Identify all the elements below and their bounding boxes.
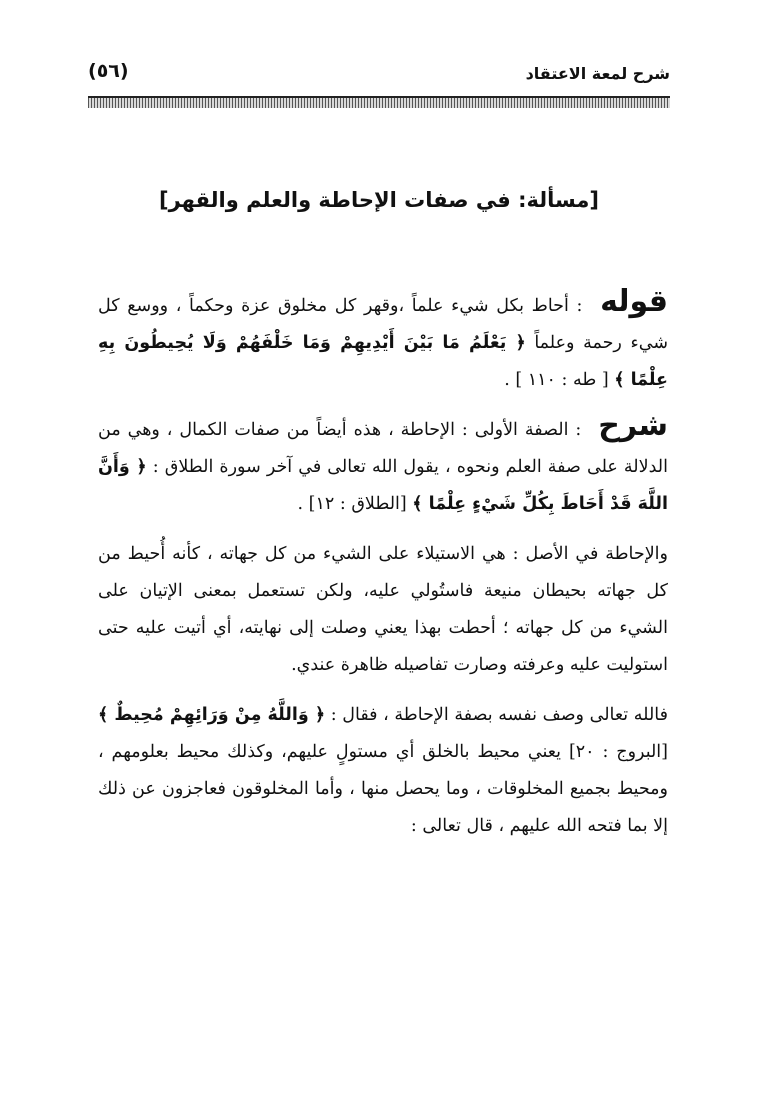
- paragraph-text: [البروج : ٢٠] يعني محيط بالخلق أي مستولٍ عليهم، وكذلك محيط بعلومهم ، ومحيط بجميع المخلوقات ، وما يحصل منها ، وأما المخلوقون فعاجزون عن ذلك إلا بما فتحه الله عليهم ، قال تعالى :: [98, 742, 669, 836]
- quran-verse: ﴿ وَأَنَّ اللَّهَ قَدْ أَحَاطَ بِكُلِّ شَيْءٍ عِلْمًا ﴾: [98, 457, 668, 514]
- quran-verse: ﴿ وَاللَّهُ مِنْ وَرَائِهِمْ مُحِيطٌ ﴾: [98, 705, 326, 725]
- paragraph-qawluhu: [98, 284, 668, 399]
- paragraph-text: : الصفة الأولى : الإحاطة ، هذه أيضاً من صفات الكمال ، وهي من الدلالة على صفة العلم ونحوه ، يقول الله تعالى في آخر سورة الطلاق :: [98, 420, 668, 477]
- running-title: شرح لمعة الاعتقاد: [525, 64, 670, 83]
- header-rule: [88, 96, 670, 108]
- lead-word-sharh: شرح: [598, 408, 668, 443]
- body-text: [98, 284, 669, 858]
- quran-verse: ﴿ يَعْلَمُ مَا بَيْنَ أَيْدِيهِمْ وَمَا خَلْفَهُمْ وَلَا يُحِيطُونَ بِهِ عِلْمًا ﴾: [98, 333, 668, 390]
- paragraph-text: : أحاط بكل شيء علماً ،وقهر كل مخلوق عزة وحكماً ، ووسع كل شيء رحمة وعلماً: [98, 296, 668, 353]
- lead-word-qawluhu: قوله: [600, 284, 668, 319]
- paragraph-allah: [98, 697, 668, 845]
- paragraph-text: فالله تعالى وصف نفسه بصفة الإحاطة ، فقال :: [325, 705, 668, 725]
- paragraph-sharh: [98, 408, 668, 523]
- page-header: [88, 58, 670, 92]
- verse-reference: [ طه : ١١٠ ] .: [504, 370, 609, 390]
- page-number: (٥٦): [88, 60, 129, 82]
- section-heading: [مسألة: في صفات الإحاطة والعلم والقهر]: [159, 188, 599, 212]
- verse-reference: [الطلاق : ١٢] .: [297, 494, 407, 514]
- paragraph-ihata: والإحاطة في الأصل : هي الاستيلاء على الشيء من كل جهاته ، كأنه أُحيط من كل جهاته بحيطان منيعة فاستُولي عليه، ولكن تستعمل بمعنى الإتيان على الشيء من كل جهاته ؛ أحطت بهذا يعني وصلت إلى نهايته، أي أتيت عليه حتى استوليت عليه وعرفته وصارت تفاصيله ظاهرة عندي.: [98, 544, 668, 675]
